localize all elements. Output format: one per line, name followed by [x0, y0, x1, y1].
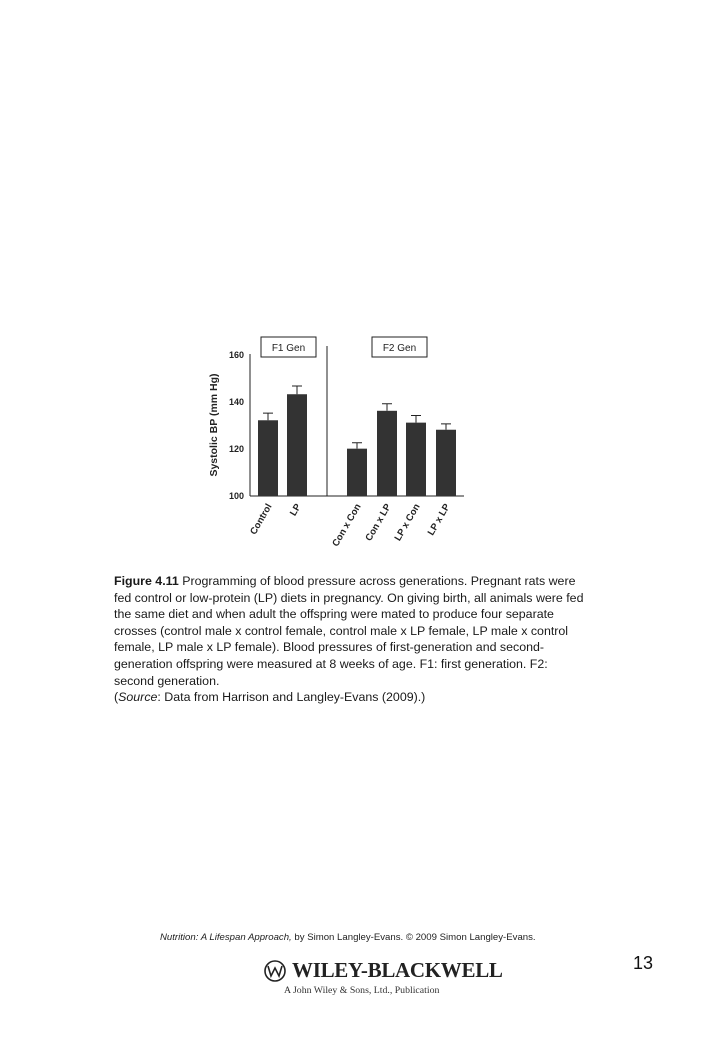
blood-pressure-chart — [200, 330, 470, 560]
y-tick-label: 140 — [228, 397, 244, 407]
bar — [436, 430, 456, 496]
error-bar — [382, 404, 392, 411]
error-bar — [263, 413, 273, 420]
book-credit: by Simon Langley-Evans. © 2009 Simon Langley-Evans. — [291, 932, 536, 943]
error-bar — [352, 443, 362, 449]
panel-label-text: F2 Gen — [382, 343, 417, 354]
bar — [377, 411, 397, 496]
source-text: : Data from Harrison and Langley-Evans (2009).) — [157, 690, 426, 705]
x-tick-label: Con x Con — [330, 502, 364, 549]
error-bar — [292, 386, 302, 394]
caption-text: Programming of blood pressure across generations. Pregnant rats were fed control or low-protein (LP) diets in pregnancy. On giving birth, all animals were fed the same diet and when adult the offspring were mated to produce four separate crosses (control male x control female, control male x LP female, LP male x control female, LP male x LP female). Blood pressures of first-generation and second-generation offspring were measured at 8 weeks of age. F1: first generation. F2: second generation. — [114, 574, 584, 688]
error-bar — [411, 416, 421, 423]
panel-label-f2 — [372, 337, 427, 357]
panel-label-text: F1 Gen — [271, 343, 306, 354]
error-bar — [441, 424, 451, 430]
bar — [258, 420, 278, 496]
book-title: Nutrition: A Lifespan Approach, — [160, 932, 292, 943]
x-tick-label: LP x Con — [392, 502, 423, 544]
figure-label: Figure 4.11 — [114, 574, 179, 588]
publisher-subtitle: A John Wiley & Sons, Ltd., Publication — [284, 985, 440, 996]
book-citation — [160, 932, 600, 943]
bar — [287, 394, 307, 496]
source-open: ( — [114, 690, 119, 705]
x-tick-label: LP x LP — [425, 502, 453, 538]
bars — [248, 386, 456, 549]
y-tick-label: 160 — [228, 350, 244, 360]
page-number: 13 — [633, 953, 654, 973]
bar — [406, 423, 426, 496]
x-tick-label: Con x LP — [363, 502, 394, 544]
x-tick-label: LP — [288, 502, 304, 519]
publisher-name: WILEY-BLACKWELL — [292, 958, 503, 982]
bar — [347, 449, 367, 496]
y-tick-label: 100 — [228, 491, 244, 501]
figure-caption — [114, 573, 584, 706]
panel-label-f1 — [261, 337, 316, 357]
source-label: Source — [118, 690, 158, 705]
x-tick-label: Control — [248, 502, 275, 537]
y-axis-label: Systolic BP (mm Hg) — [208, 373, 220, 477]
y-tick-label: 120 — [228, 444, 244, 454]
wiley-logo-icon — [262, 960, 288, 982]
